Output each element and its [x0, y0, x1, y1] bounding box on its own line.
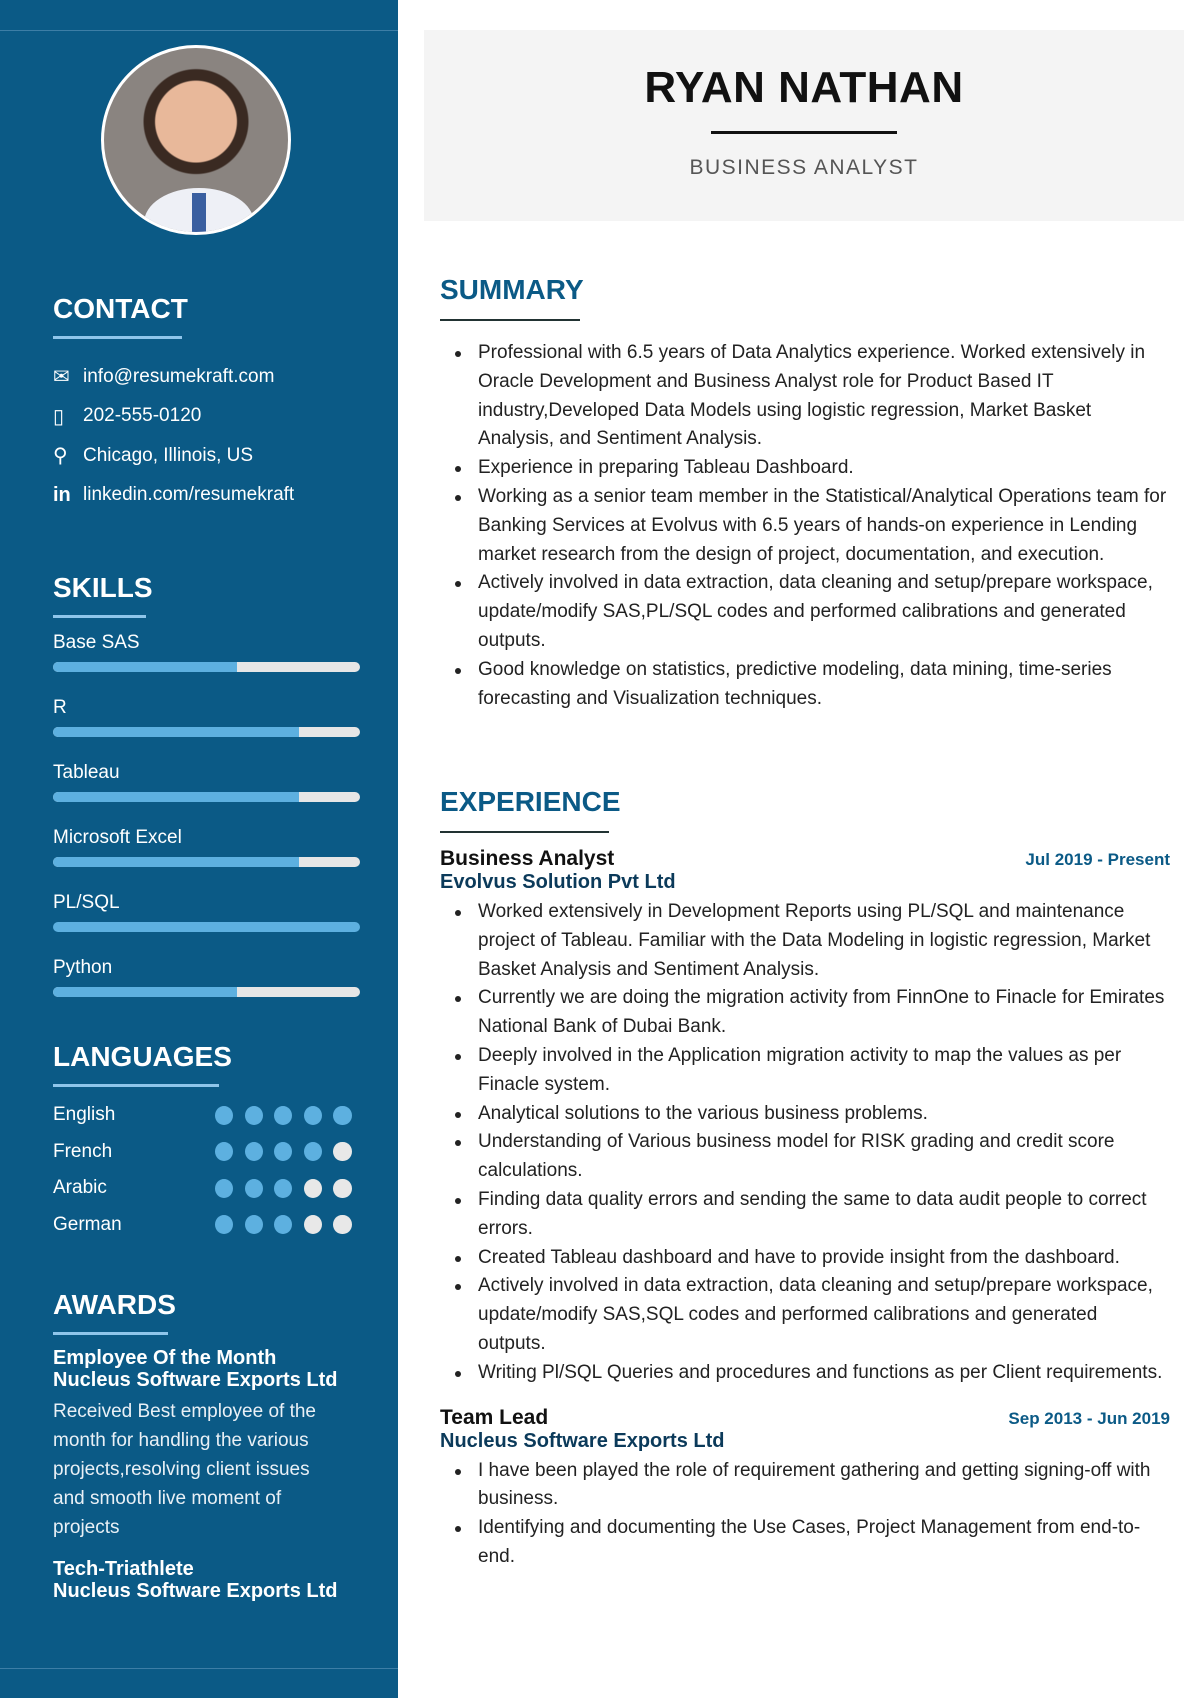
skill-bar [53, 922, 360, 932]
job-bullet: Actively involved in data extraction, data cleaning and setup/prepare workspace, update/modify SAS,SQL codes and performed calibrations and generated outputs. [440, 1272, 1170, 1358]
heading-underline [440, 831, 609, 833]
summary-bullet: Good knowledge on statistics, predictive modeling, data mining, time-series forecasting and Visualization techniques. [440, 656, 1170, 714]
divider [0, 30, 398, 31]
phone-text: 202-555-0120 [83, 405, 202, 427]
skills-heading: SKILLS [53, 572, 153, 603]
proficiency-dot [304, 1179, 322, 1198]
sidebar [0, 0, 398, 1698]
summary-section [440, 273, 1170, 713]
proficiency-dot [215, 1106, 233, 1125]
linkedin-text: linkedin.com/resumekraft [83, 484, 295, 506]
skill-bar-fill [53, 922, 360, 932]
language-row [53, 1170, 363, 1207]
language-name: German [53, 1213, 122, 1235]
proficiency-dot [215, 1215, 233, 1234]
language-row [53, 1207, 363, 1244]
proficiency-dot [215, 1142, 233, 1161]
summary-bullet: Professional with 6.5 years of Data Analytics experience. Worked extensively in Oracle Development and Business Analyst role for Product Based IT industry,Developed Data Models using logistic regression, Market Basket Analysis, and Sentiment Analysis. [440, 339, 1170, 454]
company-name: Nucleus Software Exports Ltd [440, 1429, 725, 1452]
heading-underline [440, 319, 580, 321]
award-title: Employee Of the Month [53, 1347, 277, 1369]
heading-underline [53, 1332, 168, 1335]
contact-section [53, 292, 363, 515]
divider [0, 1668, 398, 1669]
contact-email[interactable] [53, 357, 363, 397]
awards-section [53, 1288, 383, 1602]
company-name: Evolvus Solution Pvt Ltd [440, 871, 676, 893]
location-pin-icon: ⚲ [53, 445, 68, 468]
candidate-name: RYAN NATHAN [644, 63, 964, 112]
award-title: Tech-Triathlete [53, 1558, 194, 1580]
award-description: Received Best employee of the month for handling the various projects,resolving client issues and smooth live moment of projects [53, 1401, 316, 1538]
name-underline [711, 131, 897, 134]
profile-photo [101, 45, 291, 235]
experience-section [440, 785, 1170, 1572]
job-bullet: Worked extensively in Development Reports using PL/SQL and maintenance project of Tableau. Familiar with the Data Modeling in logistic regression, Market Basket Analysis and Sentiment Analysis. [440, 898, 1170, 984]
job-entry [440, 1406, 1170, 1572]
proficiency-dot [304, 1142, 322, 1161]
heading-underline [53, 615, 146, 618]
contact-phone [53, 397, 363, 437]
job-header [440, 847, 1170, 871]
resume-header [424, 30, 1184, 221]
linkedin-icon: in [53, 483, 71, 506]
skill-bar-fill [53, 662, 237, 672]
skill-name: R [53, 697, 67, 718]
job-bullet: Created Tableau dashboard and have to provide insight from the dashboard. [440, 1244, 1170, 1273]
skills-section [53, 571, 363, 1020]
proficiency-dot [333, 1179, 351, 1198]
award-item [53, 1347, 383, 1542]
proficiency-dot [245, 1106, 263, 1125]
job-title: Team Lead [440, 1405, 549, 1429]
award-org: Nucleus Software Exports Ltd [53, 1369, 338, 1391]
skill-bar-fill [53, 987, 237, 997]
job-dates: Sep 2013 - Jun 2019 [1008, 1408, 1170, 1428]
proficiency-dot [333, 1215, 351, 1234]
job-bullet: I have been played the role of requirement gathering and getting signing-off with business. [440, 1457, 1170, 1515]
skill-name: PL/SQL [53, 892, 120, 913]
skill-bar [53, 792, 360, 802]
job-dates: Jul 2019 - Present [1025, 850, 1170, 869]
languages-heading: LANGUAGES [53, 1041, 232, 1072]
proficiency-dot [274, 1106, 292, 1125]
skill-name: Python [53, 957, 113, 978]
job-bullets [440, 898, 1170, 1388]
email-text: info@resumekraft.com [83, 365, 275, 387]
skill-bar [53, 857, 360, 867]
proficiency-dot [274, 1215, 292, 1234]
skill-name: Tableau [53, 762, 120, 783]
skill-bar-fill [53, 857, 299, 867]
contact-location [53, 436, 363, 476]
job-title: Business Analyst [440, 847, 615, 870]
skill-name: Base SAS [53, 632, 140, 653]
proficiency-dot [274, 1179, 292, 1198]
job-bullet: Understanding of Various business model for RISK grading and credit score calculations. [440, 1128, 1170, 1186]
languages-section [53, 1040, 363, 1243]
job-bullet: Deeply involved in the Application migration activity to map the values as per Finacle system. [440, 1042, 1170, 1100]
summary-bullet: Experience in preparing Tableau Dashboard. [440, 454, 1170, 483]
skill-bar [53, 662, 360, 672]
summary-bullet: Working as a senior team member in the Statistical/Analytical Operations team for Banking Services at Evolvus with 6.5 years of hands-on experience in Lending market research from the design of project, documentation, and execution. [440, 483, 1170, 569]
job-bullet: Analytical solutions to the various business problems. [440, 1100, 1170, 1129]
contact-linkedin[interactable] [53, 476, 363, 516]
job-header [440, 1406, 1170, 1430]
proficiency-dot [333, 1142, 351, 1161]
experience-heading: EXPERIENCE [440, 786, 621, 817]
job-bullet: Currently we are doing the migration activity from FinnOne to Finacle for Emirates National Bank of Dubai Bank. [440, 984, 1170, 1042]
location-text: Chicago, Illinois, US [83, 444, 254, 466]
skill-bar [53, 727, 360, 737]
candidate-title: BUSINESS ANALYST [689, 156, 919, 179]
skill-name: Microsoft Excel [53, 827, 182, 848]
contact-heading: CONTACT [53, 293, 188, 324]
proficiency-dot [304, 1106, 322, 1125]
award-org: Nucleus Software Exports Ltd [53, 1580, 338, 1602]
job-bullet: Identifying and documenting the Use Cases, Project Management from end-to-end. [440, 1514, 1170, 1572]
proficiency-dot [245, 1142, 263, 1161]
proficiency-dot [215, 1179, 233, 1198]
awards-heading: AWARDS [53, 1289, 176, 1320]
language-name: French [53, 1140, 113, 1162]
summary-bullet: Actively involved in data extraction, data cleaning and setup/prepare workspace, update/modify SAS,PL/SQL codes and performed calibrations and generated outputs. [440, 569, 1170, 655]
envelope-icon: ✉ [53, 366, 70, 389]
skill-bar-fill [53, 727, 299, 737]
award-item [53, 1558, 383, 1602]
proficiency-dot [245, 1179, 263, 1198]
job-entry [440, 847, 1170, 1388]
language-name: English [53, 1104, 116, 1126]
language-row [53, 1097, 363, 1134]
heading-underline [53, 1084, 219, 1087]
job-bullets [440, 1457, 1170, 1572]
job-bullet: Finding data quality errors and sending the same to data audit people to correct errors. [440, 1186, 1170, 1244]
proficiency-dot [333, 1106, 351, 1125]
language-name: Arabic [53, 1177, 107, 1199]
job-bullet: Writing Pl/SQL Queries and procedures and functions as per Client requirements. [440, 1359, 1170, 1388]
summary-heading: SUMMARY [440, 274, 584, 305]
phone-icon: ▯ [53, 405, 65, 428]
proficiency-dot [304, 1215, 322, 1234]
proficiency-dot [274, 1142, 292, 1161]
proficiency-dot [245, 1215, 263, 1234]
skill-bar-fill [53, 792, 299, 802]
heading-underline [53, 336, 182, 339]
skill-bar [53, 987, 360, 997]
language-row [53, 1134, 363, 1171]
